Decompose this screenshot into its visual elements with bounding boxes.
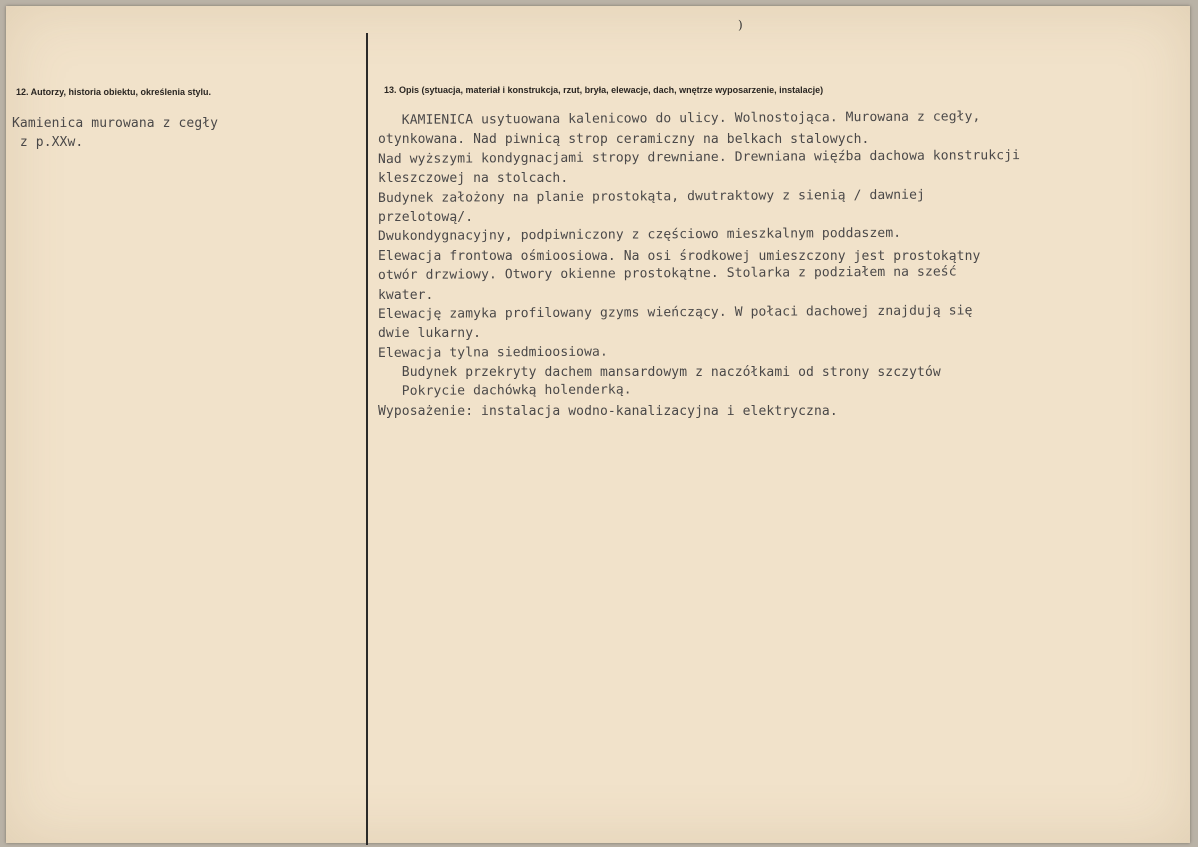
field-13-line: KAMIENICA usytuowana kalenicowo do ulicy. Wolnostojąca. Murowana z cegły,	[377, 109, 981, 128]
field-12-line: Kamienica murowana z cegły	[12, 116, 219, 131]
field-13-line: dwie lukarny.	[378, 326, 482, 342]
field-13-line: kwater.	[378, 287, 434, 303]
field-12-line: z p.XXw.	[12, 135, 84, 151]
field-13-line: Elewacja tylna siedmioosiowa.	[377, 344, 608, 361]
field-13-line: Wyposażenie: instalacja wodno-kanalizacyjna i elektryczna.	[378, 403, 838, 419]
field-13-text	[378, 111, 1020, 421]
field-13-line: kleszczowej na stolcach.	[378, 171, 569, 187]
field-12-text	[12, 114, 218, 153]
top-mark: )	[738, 18, 743, 32]
field-12-label: 12. Autorzy, historia obiektu, określenia stylu.	[16, 87, 212, 97]
field-13-line: Elewacja frontowa ośmioosiowa. Na osi środkowej umieszczony jest prostokątny	[378, 248, 981, 264]
field-13-label: 13. Opis (sytuacja, materiał i konstrukcja, rzut, bryła, elewacje, dach, wnętrze wyposarzenie, instalacje)	[384, 85, 824, 95]
field-13-line: Budynek założony na planie prostokąta, dwutraktowy z sienią / dawniej	[377, 187, 925, 206]
field-13-line: otynkowana. Nad piwnicą strop ceramiczny na belkach stalowych.	[378, 132, 870, 148]
field-13-line: Dwukondygnacyjny, podpiwniczony z częściowo mieszkalnym poddaszem.	[377, 226, 902, 245]
field-13-line: Pokrycie dachówką holenderką.	[377, 382, 632, 400]
field-13-line: Nad wyższymi kondygnacjami stropy drewniane. Drewniana więźba dachowa konstrukcji	[377, 147, 1021, 167]
field-13-line: przelotową/.	[378, 209, 474, 225]
field-13-line: Budynek przekryty dachem mansardowym z naczółkami od strony szczytów	[378, 365, 941, 381]
field-13-line: otwór drzwiowy. Otwory okienne prostokątne. Stolarka z podziałem na sześć	[377, 264, 957, 284]
field-13-line: Elewację zamyka profilowany gzyms wieńczący. W połaci dachowej znajdują się	[377, 303, 973, 322]
column-divider	[366, 33, 368, 845]
